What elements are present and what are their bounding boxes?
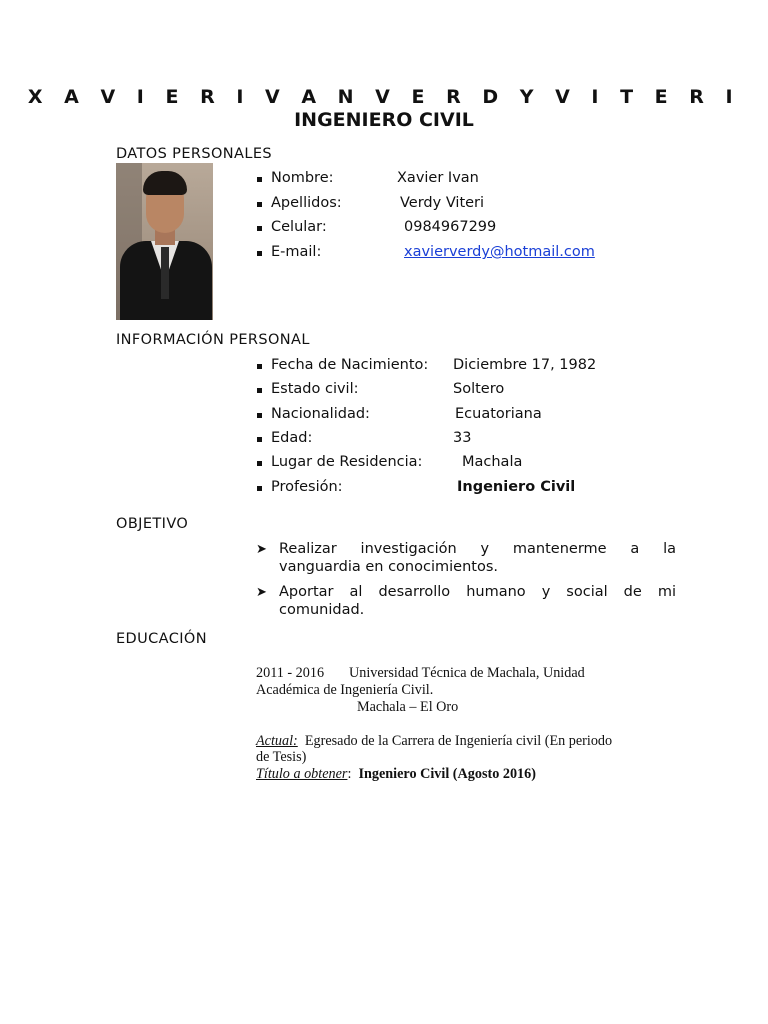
field-label-nacionalidad: Nacionalidad: [271, 406, 370, 422]
titulo-label: Título a obtener [256, 766, 348, 782]
field-label-edad: Edad: [271, 430, 313, 446]
objective-line: Realizar investigación y mantenerme a la [279, 541, 676, 557]
field-label-celular: Celular: [271, 219, 327, 235]
email-link[interactable]: xavierverdy@hotmail.com [404, 244, 595, 260]
bullet-icon [257, 461, 262, 466]
field-label-estado-civil: Estado civil: [271, 381, 359, 397]
bullet-icon [257, 486, 262, 491]
field-value-apellidos: Verdy Viteri [400, 195, 485, 211]
field-value-edad: 33 [453, 430, 472, 446]
arrow-bullet-icon: ➤ [256, 585, 267, 600]
education-institution-line1: Universidad Técnica de Machala, Unidad [349, 665, 585, 681]
field-label-profesion: Profesión: [271, 479, 343, 495]
objective-line: Aportar al desarrollo humano y social de mi [279, 584, 676, 600]
education-titulo [256, 766, 536, 783]
titulo-value: Ingeniero Civil (Agosto 2016) [358, 766, 536, 782]
field-value-estado-civil: Soltero [453, 381, 505, 397]
section-heading-educacion: EDUCACIÓN [116, 631, 207, 647]
bullet-icon [257, 364, 262, 369]
objective-item [279, 540, 676, 576]
profession-title: INGENIERO CIVIL [294, 109, 474, 131]
section-heading-objetivo: OBJETIVO [116, 516, 189, 532]
field-label-apellidos: Apellidos: [271, 195, 342, 211]
field-label-email: E-mail: [271, 244, 322, 260]
bullet-icon [257, 226, 262, 231]
field-value-fecha-nacimiento: Diciembre 17, 1982 [453, 357, 597, 373]
field-value-nacionalidad: Ecuatoriana [455, 406, 542, 422]
field-value-nombre: Xavier Ivan [397, 170, 479, 186]
field-value-lugar-residencia: Machala [462, 454, 523, 470]
objective-item [279, 583, 676, 619]
objective-line: vanguardia en conocimientos. [279, 559, 498, 575]
education-period: 2011 - 2016 [256, 665, 325, 681]
field-value-profesion: Ingeniero Civil [457, 479, 576, 495]
field-label-nombre: Nombre: [271, 170, 334, 186]
profile-photo [116, 163, 213, 320]
objective-line: comunidad. [279, 602, 365, 618]
candidate-name: X A V I E R I V A N V E R D Y V I T E R I [27, 86, 741, 108]
field-label-fecha-nacimiento: Fecha de Nacimiento: [271, 357, 429, 373]
section-heading-informacion-personal: INFORMACIÓN PERSONAL [116, 332, 310, 348]
bullet-icon [257, 177, 262, 182]
field-value-celular: 0984967299 [404, 219, 497, 235]
bullet-icon [257, 413, 262, 418]
actual-label: Actual: [256, 733, 298, 749]
titulo-colon: : [347, 766, 352, 782]
section-heading-datos-personales: DATOS PERSONALES [116, 146, 272, 162]
actual-text: Egresado de la Carrera de Ingeniería civil (En periodo [304, 733, 613, 749]
education-institution-line2: Académica de Ingeniería Civil. [256, 682, 434, 698]
field-label-lugar-residencia: Lugar de Residencia: [271, 454, 423, 470]
education-actual-line2: de Tesis) [256, 749, 307, 765]
education-location: Machala – El Oro [357, 699, 459, 715]
education-actual [256, 733, 612, 750]
arrow-bullet-icon: ➤ [256, 542, 267, 557]
bullet-icon [257, 251, 262, 256]
bullet-icon [257, 437, 262, 442]
bullet-icon [257, 202, 262, 207]
bullet-icon [257, 388, 262, 393]
